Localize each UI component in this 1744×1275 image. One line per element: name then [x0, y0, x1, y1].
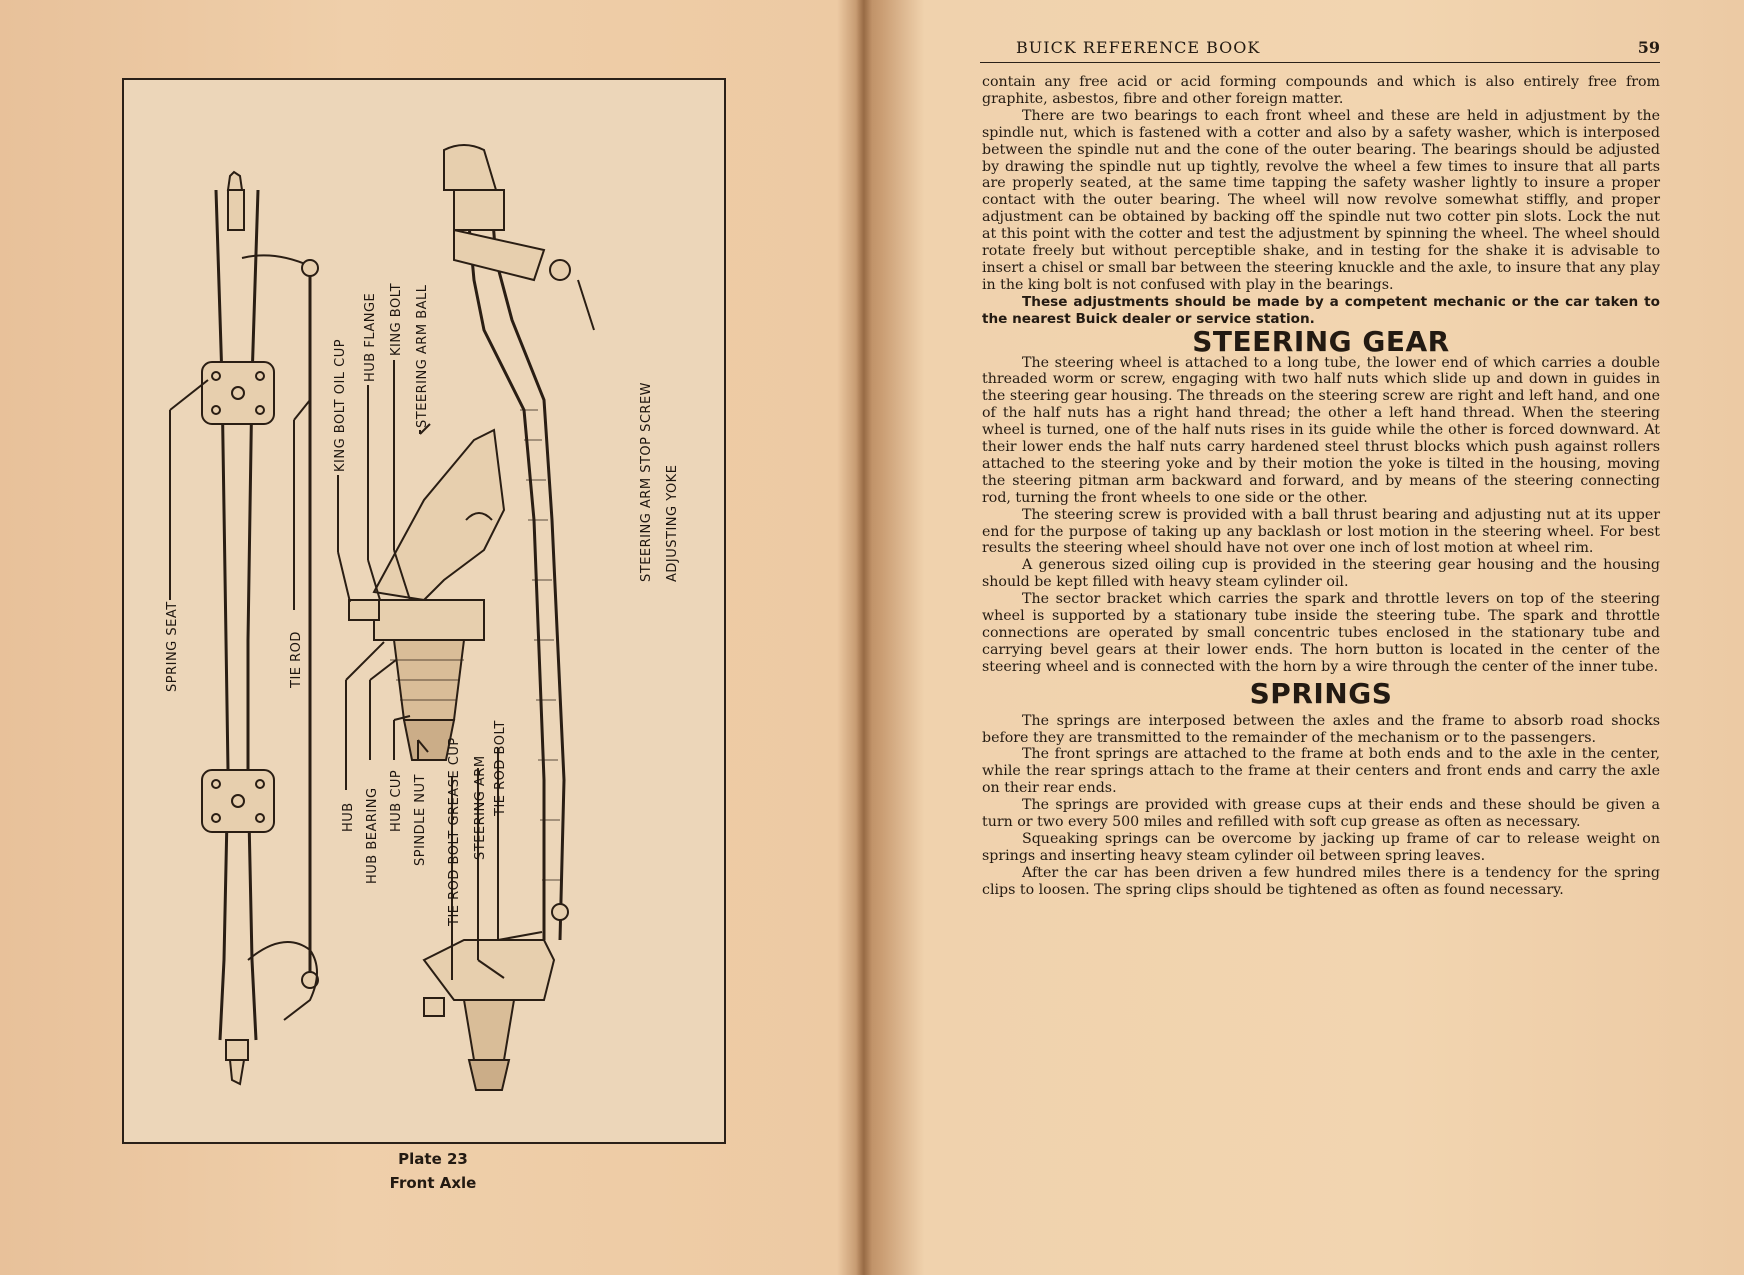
paragraph: The front springs are attached to the frame at both ends and to the axle in the center, while the rear springs attach to the frame at their centers and front ends and carry the axle on their rear ends.: [982, 746, 1660, 797]
label-king-bolt-oil-cup: KING BOLT OIL CUP: [333, 338, 348, 472]
label-steering-arm-stop-screw: STEERING ARM STOP SCREW: [639, 381, 654, 582]
label-king-bolt: KING BOLT: [389, 282, 404, 356]
label-hub-flange: HUB FLANGE: [363, 292, 378, 382]
label-spindle-nut: SPINDLE NUT: [413, 774, 428, 866]
plate-frame: [122, 78, 726, 1144]
label-tie-rod-bolt-grease-cup: TIE ROD BOLT GREASE CUP: [447, 737, 462, 926]
text-column: [982, 74, 1660, 899]
label-spring-seat: SPRING SEAT: [165, 601, 180, 692]
right-page: [866, 0, 1744, 1275]
front-axle-diagram: [124, 80, 724, 1142]
label-steering-arm: STEERING ARM: [473, 755, 488, 860]
label-tie-rod-bolt: TIE ROD BOLT: [493, 720, 508, 816]
heading-steering-gear: STEERING GEAR: [1192, 324, 1450, 358]
paragraph: contain any free acid or acid forming compounds and which is also entirely free from graphite, asbestos, fibre and other foreign matter.: [982, 74, 1660, 107]
label-hub-cup: HUB CUP: [389, 769, 404, 832]
heading-springs: SPRINGS: [1249, 676, 1393, 710]
bold-note: These adjustments should be made by a competent mechanic or the car taken to the nearest Buick dealer or service station.: [982, 293, 1660, 327]
running-head: [980, 36, 1660, 63]
paragraph: The steering wheel is attached to a long tube, the lower end of which carries a double threaded worm or screw, engaging with two half nuts which slide up and down in guides in the steering gear housing. The threads on the steering screw are right and left hand, and one of the half nuts has a right hand thread; the other a left hand thread. When the steering wheel is turned, one of the half nuts rises in its guide while the other is forced downward. At their lower ends the half nuts carry hardened steel thrust blocks which push against rollers attached to the steering yoke and by their motion the yoke is tilted in the housing, moving the steering pitman arm backward and forward, and by means of the steering connecting rod, turning the front wheels to one side or the other.: [982, 354, 1660, 506]
label-hub: HUB: [341, 802, 356, 832]
running-title: BUICK REFERENCE BOOK: [1016, 38, 1261, 57]
label-adjusting-yoke: ADJUSTING YOKE: [665, 464, 680, 582]
left-page: [0, 0, 866, 1275]
paragraph: The springs are provided with grease cups at their ends and these should be given a turn or two every 500 miles and refilled with soft cup grease as often as necessary.: [982, 797, 1660, 831]
paragraph: A generous sized oiling cup is provided in the steering gear housing and the housing should be kept filled with heavy steam cylinder oil.: [982, 557, 1660, 591]
page-number: 59: [1637, 38, 1660, 57]
paragraph: Squeaking springs can be overcome by jacking up frame of car to release weight on springs and inserting heavy steam cylinder oil between spring leaves.: [982, 830, 1660, 864]
label-tie-rod: TIE ROD: [289, 631, 304, 688]
plate-title: Front Axle: [389, 1174, 477, 1192]
paragraph: The sector bracket which carries the spark and throttle levers on top of the steering wheel is supported by a stationary tube inside the steering tube. The spark and throttle connections are operated by small concentric tubes enclosed in the stationary tube and carrying bevel gears at their lower ends. The horn button is located in the center of the steering wheel and is connected with the horn by a wire through the center of the inner tube.: [982, 591, 1660, 675]
paragraph: There are two bearings to each front wheel and these are held in adjustment by the spindle nut, which is fastened with a cotter and also by a safety washer, which is interposed between the spindle nut and the cone of the outer bearing. The bearings should be adjusted by drawing the spindle nut up tightly, revolve the wheel a few times to insure that all parts are properly seated, at the same time tapping the safety washer lightly to insure a proper contact with the outer bearing. The wheel will now revolve somewhat stiffly, and proper adjustment can be obtained by backing off the spindle nut two cotter pin slots. Lock the nut at this point with the cotter and test the adjustment by spinning the wheel. The wheel should rotate freely but without perceptible shake, and in testing for the shake it is advisable to insert a chisel or small bar between the steering knuckle and the axle, to insure that any play in the king bolt is not confused with play in the bearings.: [982, 107, 1660, 293]
plate-number: Plate 23: [398, 1150, 468, 1168]
paragraph: The springs are interposed between the axles and the frame to absorb road shocks before they are transmitted to the remainder of the mechanism or to the passengers.: [982, 712, 1660, 746]
paragraph: The steering screw is provided with a ball thrust bearing and adjusting nut at its upper end for the purpose of taking up any backlash or lost motion in the steering wheel. For best results the steering wheel should have not over one inch of lost motion at wheel rim.: [982, 506, 1660, 557]
label-hub-bearing: HUB BEARING: [365, 787, 380, 884]
label-steering-arm-ball: STEERING ARM BALL: [415, 284, 430, 428]
paragraph: After the car has been driven a few hundred miles there is a tendency for the spring clips to loosen. The spring clips should be tightened as often as found necessary.: [982, 864, 1660, 898]
